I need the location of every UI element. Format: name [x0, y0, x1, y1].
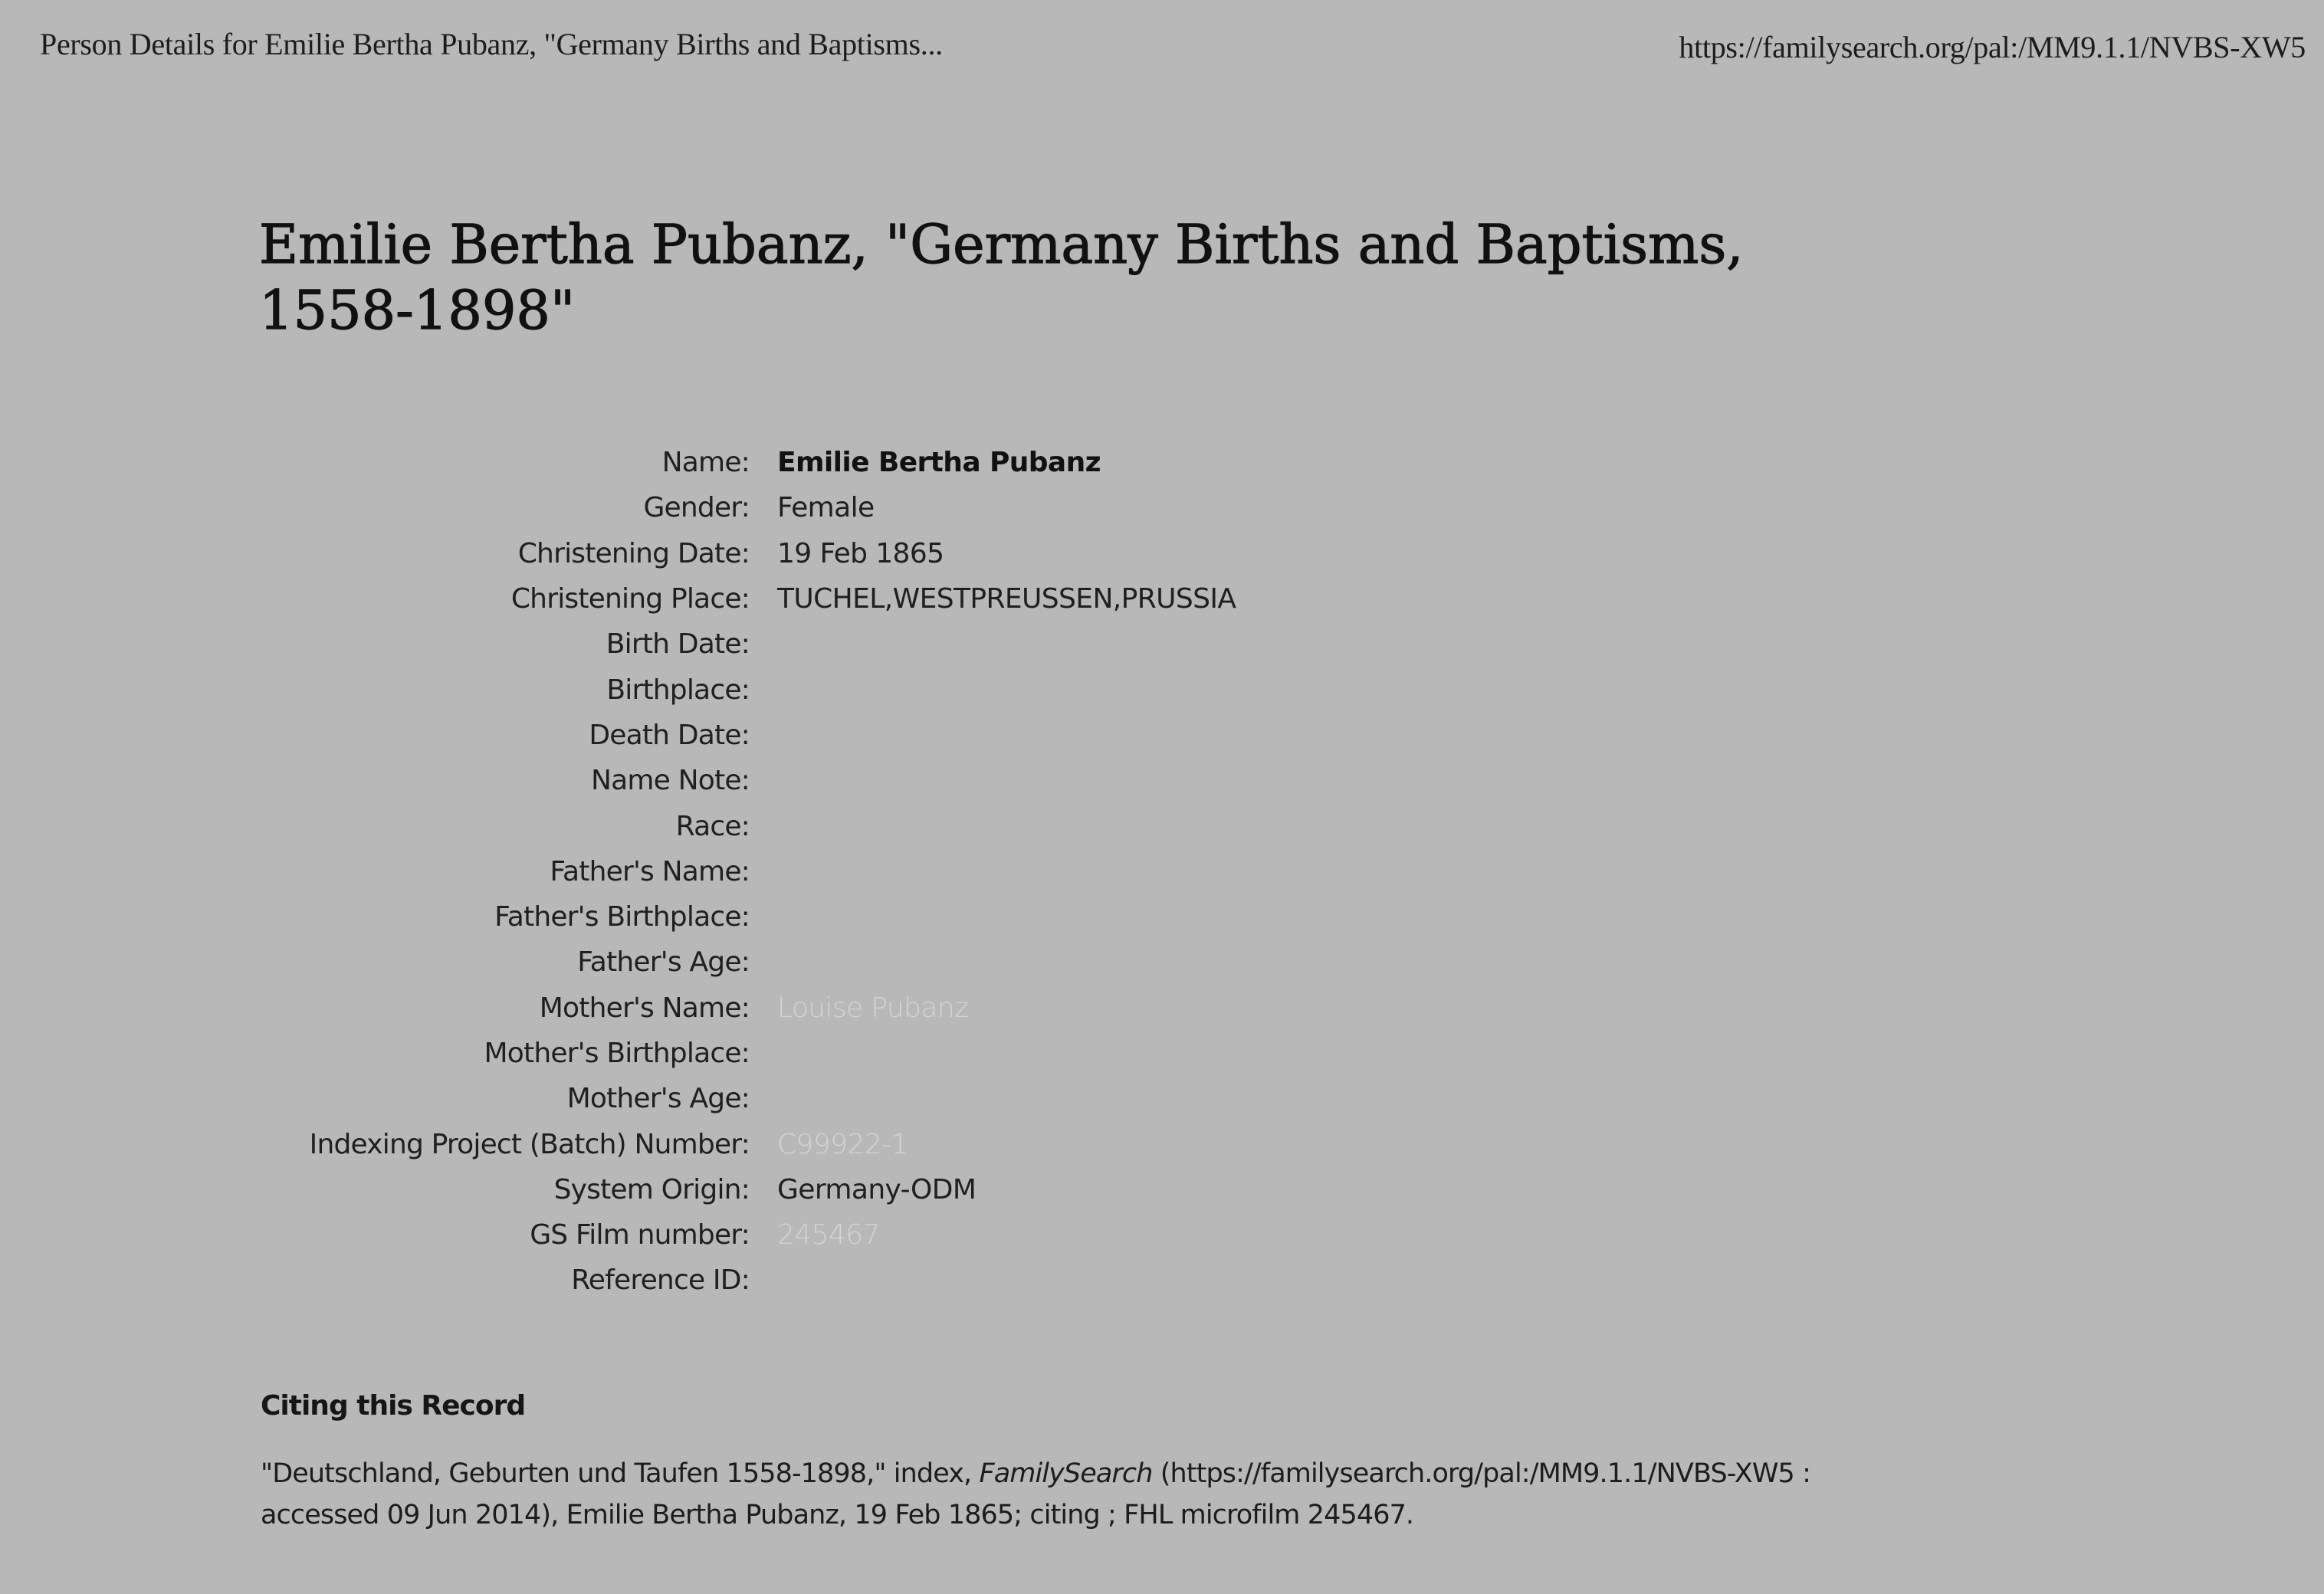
field-row-christening-date — [153, 531, 1236, 576]
field-label: Mother's Birthplace: — [484, 1038, 750, 1069]
field-label: Reference ID: — [571, 1264, 750, 1297]
field-row-christening-place — [153, 576, 1236, 622]
field-row-name-note — [153, 758, 1236, 803]
field-label: Name Note: — [591, 765, 750, 797]
field-value-christening-place: TUCHEL,WESTPREUSSEN,PRUSSIA — [777, 583, 1236, 615]
field-row-gender — [153, 485, 1236, 530]
record-title — [259, 212, 1869, 343]
field-value-system-origin: Germany-ODM — [777, 1173, 977, 1205]
field-label: Death Date: — [589, 719, 750, 751]
field-label: Birth Date: — [606, 628, 750, 661]
citation-prefix: "Deutschland, Geburten und Taufen 1558-1898," index, — [261, 1458, 980, 1489]
field-label: Mother's Name: — [539, 992, 750, 1024]
field-row-birthplace — [153, 667, 1236, 712]
field-value-gender: Female — [777, 492, 875, 524]
field-label: Father's Birthplace: — [494, 901, 750, 933]
field-row-system-origin — [153, 1167, 1236, 1212]
field-label: Father's Age: — [577, 946, 750, 979]
field-label: Indexing Project (Batch) Number: — [309, 1128, 750, 1160]
record-details-table — [153, 440, 1236, 1304]
field-label: System Origin: — [553, 1173, 750, 1205]
gs-film-number-link[interactable]: 245467 — [777, 1219, 880, 1251]
citation-text — [261, 1453, 2085, 1536]
citation-heading: Citing this Record — [261, 1390, 526, 1422]
field-row-fathers-age — [153, 940, 1236, 985]
field-row-fathers-name — [153, 849, 1236, 894]
field-label: Christening Date: — [517, 537, 750, 569]
field-label: Gender: — [643, 492, 750, 524]
record-title-line-1: Emilie Bertha Pubanz, "Germany Births and Baptisms, — [259, 213, 1744, 276]
field-row-batch-number — [153, 1121, 1236, 1166]
field-row-birth-date — [153, 622, 1236, 667]
field-label: Name: — [661, 447, 750, 479]
field-label: Christening Place: — [510, 583, 750, 615]
field-label: Race: — [675, 810, 750, 842]
citation-site-name: FamilySearch — [979, 1458, 1153, 1489]
citation-line-1 — [261, 1453, 2085, 1494]
citation-line-2: accessed 09 Jun 2014), Emilie Bertha Pubanz, 19 Feb 1865; citing ; FHL microfilm 245467. — [261, 1500, 1414, 1530]
batch-number-link[interactable]: C99922-1 — [777, 1128, 908, 1160]
field-row-reference-id — [153, 1258, 1236, 1303]
field-row-gs-film-number — [153, 1212, 1236, 1258]
field-label: Father's Name: — [550, 855, 750, 887]
record-title-line-2: 1558-1898" — [259, 279, 576, 342]
field-label: Birthplace: — [606, 674, 750, 706]
field-row-name — [153, 440, 1236, 485]
citation-url: (https://familysearch.org/pal:/MM9.1.1/NVBS-XW5 : — [1152, 1458, 1811, 1489]
print-header-page-title: Person Details for Emilie Bertha Pubanz, "Germany Births and Baptisms... — [40, 27, 943, 61]
mothers-name-link[interactable]: Louise Pubanz — [777, 992, 969, 1024]
field-row-death-date — [153, 713, 1236, 758]
field-row-mothers-name — [153, 986, 1236, 1031]
field-row-mothers-age — [153, 1076, 1236, 1121]
print-header-url: https://familysearch.org/pal:/MM9.1.1/NVBS-XW5 — [1679, 30, 2306, 64]
field-row-mothers-birthplace — [153, 1031, 1236, 1076]
field-label: GS Film number: — [530, 1219, 750, 1251]
field-label: Mother's Age: — [566, 1083, 750, 1115]
field-row-fathers-birthplace — [153, 894, 1236, 940]
field-row-race — [153, 803, 1236, 848]
field-value-name: Emilie Bertha Pubanz — [777, 447, 1101, 479]
field-value-christening-date: 19 Feb 1865 — [777, 537, 944, 569]
